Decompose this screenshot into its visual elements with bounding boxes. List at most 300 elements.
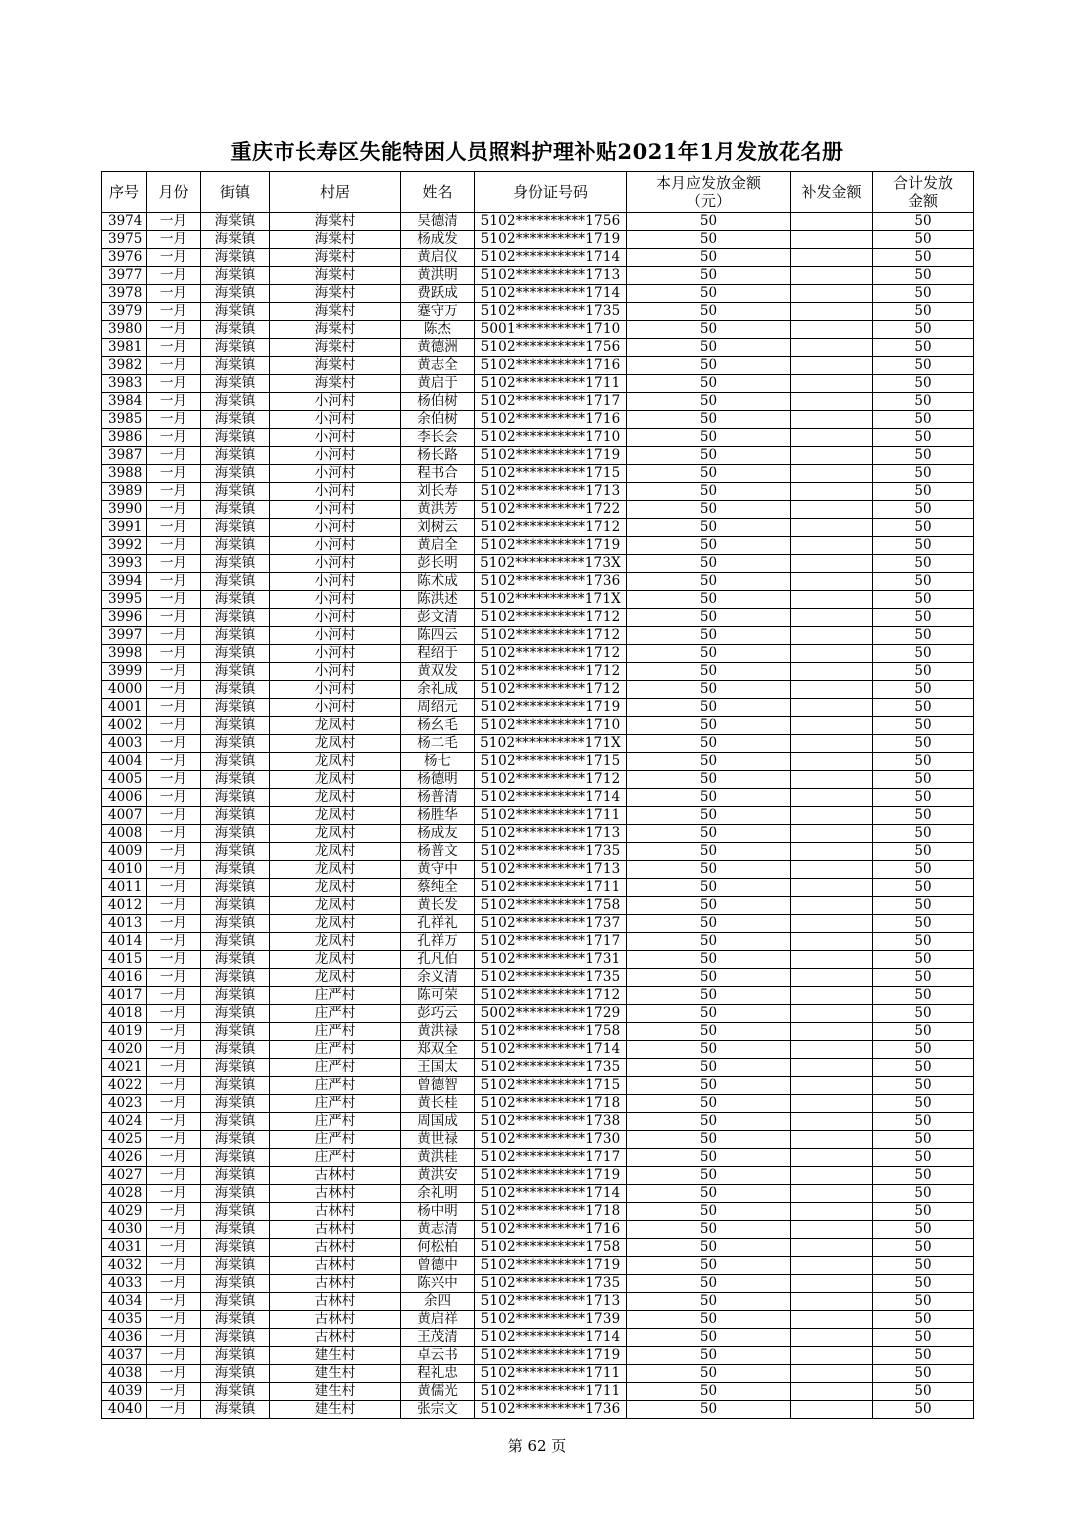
cell-amount-due: 50 xyxy=(627,1365,791,1383)
cell-name: 吴德清 xyxy=(401,213,475,231)
table-row xyxy=(102,231,974,249)
cell-name: 黄启于 xyxy=(401,375,475,393)
cell-town: 海棠镇 xyxy=(201,1113,270,1131)
cell-amount-due: 50 xyxy=(627,249,791,267)
cell-amount-due: 50 xyxy=(627,303,791,321)
cell-town: 海棠镇 xyxy=(201,717,270,735)
cell-total: 50 xyxy=(873,933,974,951)
table-row xyxy=(102,681,974,699)
subsidy-roster-table xyxy=(101,171,974,1419)
cell-month: 一月 xyxy=(147,501,201,519)
cell-village: 庄严村 xyxy=(270,1005,401,1023)
cell-id-number: 5102**********1712 xyxy=(475,627,627,645)
table-row xyxy=(102,267,974,285)
cell-name: 孔祥礼 xyxy=(401,915,475,933)
cell-id-number: 5102**********1715 xyxy=(475,753,627,771)
cell-name: 陈四云 xyxy=(401,627,475,645)
cell-town: 海棠镇 xyxy=(201,1257,270,1275)
cell-name: 杨成发 xyxy=(401,231,475,249)
cell-seq: 4011 xyxy=(102,879,147,897)
cell-seq: 4002 xyxy=(102,717,147,735)
cell-month: 一月 xyxy=(147,1005,201,1023)
cell-id-number: 5102**********1711 xyxy=(475,1383,627,1401)
cell-village: 庄严村 xyxy=(270,1149,401,1167)
table-row xyxy=(102,447,974,465)
cell-total: 50 xyxy=(873,213,974,231)
cell-total: 50 xyxy=(873,357,974,375)
table-row xyxy=(102,789,974,807)
cell-month: 一月 xyxy=(147,1149,201,1167)
cell-month: 一月 xyxy=(147,915,201,933)
cell-name: 杨伯树 xyxy=(401,393,475,411)
cell-month: 一月 xyxy=(147,879,201,897)
cell-month: 一月 xyxy=(147,789,201,807)
cell-seq: 3998 xyxy=(102,645,147,663)
cell-month: 一月 xyxy=(147,231,201,249)
cell-name: 杨成友 xyxy=(401,825,475,843)
cell-town: 海棠镇 xyxy=(201,861,270,879)
cell-town: 海棠镇 xyxy=(201,501,270,519)
cell-town: 海棠镇 xyxy=(201,1149,270,1167)
cell-supplement xyxy=(791,573,873,591)
table-row xyxy=(102,735,974,753)
cell-total: 50 xyxy=(873,267,974,285)
table-row xyxy=(102,1203,974,1221)
cell-name: 黄双发 xyxy=(401,663,475,681)
cell-supplement xyxy=(791,1239,873,1257)
cell-id-number: 5102**********1715 xyxy=(475,465,627,483)
cell-town: 海棠镇 xyxy=(201,357,270,375)
cell-seq: 3988 xyxy=(102,465,147,483)
cell-total: 50 xyxy=(873,537,974,555)
cell-month: 一月 xyxy=(147,771,201,789)
cell-month: 一月 xyxy=(147,429,201,447)
cell-amount-due: 50 xyxy=(627,807,791,825)
cell-total: 50 xyxy=(873,717,974,735)
cell-village: 小河村 xyxy=(270,537,401,555)
table-row xyxy=(102,987,974,1005)
table-row xyxy=(102,213,974,231)
cell-month: 一月 xyxy=(147,969,201,987)
table-row xyxy=(102,1311,974,1329)
cell-id-number: 5001**********1710 xyxy=(475,321,627,339)
cell-village: 古林村 xyxy=(270,1257,401,1275)
cell-total: 50 xyxy=(873,465,974,483)
table-row xyxy=(102,375,974,393)
cell-seq: 3994 xyxy=(102,573,147,591)
cell-town: 海棠镇 xyxy=(201,1041,270,1059)
cell-amount-due: 50 xyxy=(627,861,791,879)
cell-village: 庄严村 xyxy=(270,1041,401,1059)
cell-supplement xyxy=(791,1329,873,1347)
cell-name: 陈杰 xyxy=(401,321,475,339)
cell-village: 建生村 xyxy=(270,1365,401,1383)
cell-seq: 3995 xyxy=(102,591,147,609)
header-supplement: 补发金额 xyxy=(791,172,873,213)
cell-seq: 3992 xyxy=(102,537,147,555)
cell-total: 50 xyxy=(873,303,974,321)
cell-town: 海棠镇 xyxy=(201,933,270,951)
cell-month: 一月 xyxy=(147,861,201,879)
cell-village: 小河村 xyxy=(270,645,401,663)
cell-supplement xyxy=(791,915,873,933)
cell-id-number: 5102**********1712 xyxy=(475,519,627,537)
cell-seq: 3987 xyxy=(102,447,147,465)
cell-village: 龙凤村 xyxy=(270,807,401,825)
cell-name: 杨七 xyxy=(401,753,475,771)
cell-seq: 4000 xyxy=(102,681,147,699)
cell-month: 一月 xyxy=(147,249,201,267)
cell-village: 龙凤村 xyxy=(270,771,401,789)
cell-town: 海棠镇 xyxy=(201,897,270,915)
table-row xyxy=(102,825,974,843)
cell-amount-due: 50 xyxy=(627,753,791,771)
cell-total: 50 xyxy=(873,843,974,861)
cell-month: 一月 xyxy=(147,951,201,969)
cell-village: 小河村 xyxy=(270,555,401,573)
cell-name: 何松柏 xyxy=(401,1239,475,1257)
cell-month: 一月 xyxy=(147,663,201,681)
cell-seq: 4019 xyxy=(102,1023,147,1041)
cell-supplement xyxy=(791,1167,873,1185)
cell-village: 建生村 xyxy=(270,1401,401,1419)
cell-name: 郑双全 xyxy=(401,1041,475,1059)
cell-amount-due: 50 xyxy=(627,1059,791,1077)
cell-town: 海棠镇 xyxy=(201,339,270,357)
table-row xyxy=(102,519,974,537)
cell-amount-due: 50 xyxy=(627,1257,791,1275)
cell-total: 50 xyxy=(873,807,974,825)
cell-id-number: 5102**********1735 xyxy=(475,303,627,321)
cell-town: 海棠镇 xyxy=(201,645,270,663)
cell-village: 小河村 xyxy=(270,465,401,483)
cell-town: 海棠镇 xyxy=(201,843,270,861)
cell-id-number: 5102**********1713 xyxy=(475,267,627,285)
cell-supplement xyxy=(791,1347,873,1365)
cell-supplement xyxy=(791,429,873,447)
cell-amount-due: 50 xyxy=(627,699,791,717)
cell-name: 黄德洲 xyxy=(401,339,475,357)
cell-supplement xyxy=(791,393,873,411)
cell-amount-due: 50 xyxy=(627,1401,791,1419)
table-row xyxy=(102,645,974,663)
cell-seq: 4003 xyxy=(102,735,147,753)
cell-total: 50 xyxy=(873,339,974,357)
table-row xyxy=(102,1095,974,1113)
cell-id-number: 5102**********1716 xyxy=(475,411,627,429)
cell-name: 黄长发 xyxy=(401,897,475,915)
cell-town: 海棠镇 xyxy=(201,915,270,933)
cell-town: 海棠镇 xyxy=(201,825,270,843)
cell-supplement xyxy=(791,987,873,1005)
cell-village: 龙凤村 xyxy=(270,717,401,735)
cell-seq: 4014 xyxy=(102,933,147,951)
cell-supplement xyxy=(791,303,873,321)
cell-month: 一月 xyxy=(147,807,201,825)
cell-total: 50 xyxy=(873,555,974,573)
cell-village: 龙凤村 xyxy=(270,879,401,897)
table-row xyxy=(102,285,974,303)
cell-id-number: 5002**********1729 xyxy=(475,1005,627,1023)
cell-month: 一月 xyxy=(147,1383,201,1401)
cell-name: 王茂清 xyxy=(401,1329,475,1347)
cell-amount-due: 50 xyxy=(627,951,791,969)
cell-id-number: 5102**********1758 xyxy=(475,897,627,915)
cell-total: 50 xyxy=(873,951,974,969)
cell-amount-due: 50 xyxy=(627,843,791,861)
cell-amount-due: 50 xyxy=(627,627,791,645)
cell-amount-due: 50 xyxy=(627,969,791,987)
cell-name: 余义清 xyxy=(401,969,475,987)
cell-amount-due: 50 xyxy=(627,1077,791,1095)
cell-seq: 3996 xyxy=(102,609,147,627)
cell-total: 50 xyxy=(873,1275,974,1293)
table-row xyxy=(102,1329,974,1347)
cell-id-number: 5102**********1712 xyxy=(475,987,627,1005)
cell-seq: 3977 xyxy=(102,267,147,285)
cell-seq: 4017 xyxy=(102,987,147,1005)
cell-id-number: 5102**********1719 xyxy=(475,1257,627,1275)
cell-amount-due: 50 xyxy=(627,1185,791,1203)
cell-name: 黄守中 xyxy=(401,861,475,879)
cell-village: 庄严村 xyxy=(270,987,401,1005)
header-total-line2: 金额 xyxy=(907,192,938,210)
cell-supplement xyxy=(791,1293,873,1311)
cell-name: 余四 xyxy=(401,1293,475,1311)
cell-id-number: 5102**********1710 xyxy=(475,429,627,447)
cell-name: 蔡纯全 xyxy=(401,879,475,897)
cell-id-number: 5102**********1735 xyxy=(475,843,627,861)
cell-town: 海棠镇 xyxy=(201,213,270,231)
cell-name: 黄洪安 xyxy=(401,1167,475,1185)
table-row xyxy=(102,771,974,789)
cell-amount-due: 50 xyxy=(627,681,791,699)
cell-id-number: 5102**********1736 xyxy=(475,1401,627,1419)
cell-supplement xyxy=(791,1257,873,1275)
cell-town: 海棠镇 xyxy=(201,1347,270,1365)
cell-month: 一月 xyxy=(147,1095,201,1113)
cell-village: 小河村 xyxy=(270,393,401,411)
cell-month: 一月 xyxy=(147,483,201,501)
cell-supplement xyxy=(791,357,873,375)
cell-amount-due: 50 xyxy=(627,537,791,555)
cell-supplement xyxy=(791,843,873,861)
cell-name: 黄洪芳 xyxy=(401,501,475,519)
cell-name: 黄长桂 xyxy=(401,1095,475,1113)
cell-total: 50 xyxy=(873,231,974,249)
cell-village: 小河村 xyxy=(270,429,401,447)
cell-name: 周绍元 xyxy=(401,699,475,717)
cell-village: 古林村 xyxy=(270,1221,401,1239)
cell-amount-due: 50 xyxy=(627,573,791,591)
cell-total: 50 xyxy=(873,1095,974,1113)
cell-town: 海棠镇 xyxy=(201,609,270,627)
cell-supplement xyxy=(791,1059,873,1077)
cell-seq: 4034 xyxy=(102,1293,147,1311)
cell-seq: 4004 xyxy=(102,753,147,771)
cell-amount-due: 50 xyxy=(627,1095,791,1113)
cell-supplement xyxy=(791,501,873,519)
cell-seq: 4027 xyxy=(102,1167,147,1185)
cell-seq: 3986 xyxy=(102,429,147,447)
cell-total: 50 xyxy=(873,1149,974,1167)
cell-seq: 3975 xyxy=(102,231,147,249)
cell-id-number: 5102**********1714 xyxy=(475,789,627,807)
cell-amount-due: 50 xyxy=(627,789,791,807)
cell-village: 古林村 xyxy=(270,1275,401,1293)
cell-town: 海棠镇 xyxy=(201,1077,270,1095)
cell-id-number: 5102**********1715 xyxy=(475,1077,627,1095)
cell-village: 海棠村 xyxy=(270,249,401,267)
cell-seq: 4012 xyxy=(102,897,147,915)
header-id-number: 身份证号码 xyxy=(475,172,627,213)
cell-name: 李长会 xyxy=(401,429,475,447)
cell-month: 一月 xyxy=(147,1275,201,1293)
cell-name: 杨胜华 xyxy=(401,807,475,825)
cell-total: 50 xyxy=(873,789,974,807)
table-row xyxy=(102,699,974,717)
cell-supplement xyxy=(791,897,873,915)
cell-id-number: 5102**********1714 xyxy=(475,1329,627,1347)
cell-supplement xyxy=(791,1401,873,1419)
table-row xyxy=(102,1041,974,1059)
cell-total: 50 xyxy=(873,249,974,267)
cell-id-number: 5102**********1717 xyxy=(475,1149,627,1167)
cell-town: 海棠镇 xyxy=(201,1365,270,1383)
cell-supplement xyxy=(791,1131,873,1149)
table-row xyxy=(102,1077,974,1095)
cell-total: 50 xyxy=(873,1077,974,1095)
cell-supplement xyxy=(791,1203,873,1221)
cell-seq: 4025 xyxy=(102,1131,147,1149)
table-row xyxy=(102,249,974,267)
cell-total: 50 xyxy=(873,1347,974,1365)
table-row xyxy=(102,411,974,429)
table-row xyxy=(102,1113,974,1131)
cell-seq: 4036 xyxy=(102,1329,147,1347)
cell-month: 一月 xyxy=(147,681,201,699)
cell-village: 小河村 xyxy=(270,681,401,699)
cell-town: 海棠镇 xyxy=(201,969,270,987)
cell-name: 王国太 xyxy=(401,1059,475,1077)
cell-id-number: 5102**********1711 xyxy=(475,1365,627,1383)
cell-village: 建生村 xyxy=(270,1383,401,1401)
cell-month: 一月 xyxy=(147,1059,201,1077)
cell-supplement xyxy=(791,231,873,249)
table-row xyxy=(102,1401,974,1419)
cell-town: 海棠镇 xyxy=(201,1401,270,1419)
header-seq: 序号 xyxy=(102,172,147,213)
cell-town: 海棠镇 xyxy=(201,393,270,411)
cell-village: 龙凤村 xyxy=(270,933,401,951)
cell-town: 海棠镇 xyxy=(201,591,270,609)
cell-village: 海棠村 xyxy=(270,303,401,321)
cell-name: 黄启仪 xyxy=(401,249,475,267)
cell-seq: 3980 xyxy=(102,321,147,339)
cell-name: 蹇守万 xyxy=(401,303,475,321)
cell-amount-due: 50 xyxy=(627,825,791,843)
cell-supplement xyxy=(791,339,873,357)
cell-seq: 3997 xyxy=(102,627,147,645)
cell-total: 50 xyxy=(873,1293,974,1311)
cell-village: 海棠村 xyxy=(270,231,401,249)
cell-village: 龙凤村 xyxy=(270,753,401,771)
cell-id-number: 5102**********1713 xyxy=(475,861,627,879)
cell-id-number: 5102**********1731 xyxy=(475,951,627,969)
cell-seq: 4020 xyxy=(102,1041,147,1059)
cell-seq: 4016 xyxy=(102,969,147,987)
cell-name: 杨二毛 xyxy=(401,735,475,753)
cell-id-number: 5102**********1718 xyxy=(475,1203,627,1221)
cell-month: 一月 xyxy=(147,735,201,753)
table-row xyxy=(102,1383,974,1401)
header-amount-due xyxy=(627,172,791,213)
cell-id-number: 5102**********1714 xyxy=(475,1185,627,1203)
cell-name: 黄洪禄 xyxy=(401,1023,475,1041)
cell-supplement xyxy=(791,591,873,609)
cell-name: 黄洪桂 xyxy=(401,1149,475,1167)
cell-amount-due: 50 xyxy=(627,393,791,411)
cell-amount-due: 50 xyxy=(627,231,791,249)
cell-month: 一月 xyxy=(147,393,201,411)
cell-seq: 3979 xyxy=(102,303,147,321)
cell-amount-due: 50 xyxy=(627,1329,791,1347)
cell-supplement xyxy=(791,555,873,573)
cell-village: 小河村 xyxy=(270,573,401,591)
cell-village: 古林村 xyxy=(270,1311,401,1329)
table-row xyxy=(102,1275,974,1293)
cell-village: 龙凤村 xyxy=(270,861,401,879)
cell-amount-due: 50 xyxy=(627,735,791,753)
cell-supplement xyxy=(791,519,873,537)
cell-month: 一月 xyxy=(147,465,201,483)
cell-id-number: 5102**********1717 xyxy=(475,393,627,411)
cell-id-number: 5102**********1714 xyxy=(475,249,627,267)
cell-town: 海棠镇 xyxy=(201,627,270,645)
table-row xyxy=(102,573,974,591)
cell-supplement xyxy=(791,681,873,699)
cell-village: 小河村 xyxy=(270,447,401,465)
cell-supplement xyxy=(791,879,873,897)
cell-amount-due: 50 xyxy=(627,1041,791,1059)
cell-amount-due: 50 xyxy=(627,447,791,465)
cell-id-number: 5102**********1735 xyxy=(475,969,627,987)
cell-id-number: 5102**********1738 xyxy=(475,1113,627,1131)
header-village: 村居 xyxy=(270,172,401,213)
cell-seq: 4022 xyxy=(102,1077,147,1095)
cell-amount-due: 50 xyxy=(627,1347,791,1365)
cell-town: 海棠镇 xyxy=(201,771,270,789)
cell-town: 海棠镇 xyxy=(201,537,270,555)
cell-name: 余礼明 xyxy=(401,1185,475,1203)
cell-town: 海棠镇 xyxy=(201,555,270,573)
table-row xyxy=(102,843,974,861)
cell-amount-due: 50 xyxy=(627,663,791,681)
table-row xyxy=(102,933,974,951)
table-row xyxy=(102,1023,974,1041)
cell-village: 庄严村 xyxy=(270,1095,401,1113)
cell-supplement xyxy=(791,537,873,555)
header-town: 街镇 xyxy=(201,172,270,213)
cell-town: 海棠镇 xyxy=(201,1023,270,1041)
cell-village: 海棠村 xyxy=(270,357,401,375)
cell-town: 海棠镇 xyxy=(201,483,270,501)
cell-id-number: 5102**********1722 xyxy=(475,501,627,519)
table-row xyxy=(102,321,974,339)
cell-month: 一月 xyxy=(147,843,201,861)
cell-total: 50 xyxy=(873,1023,974,1041)
cell-village: 龙凤村 xyxy=(270,843,401,861)
